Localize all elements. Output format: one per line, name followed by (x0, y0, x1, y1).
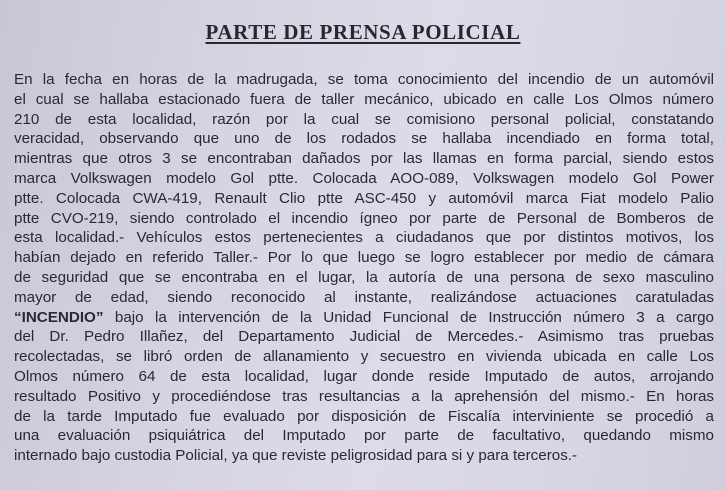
body-line: mayor de edad, siendo reconocido al instante, realizándose actuaciones caratuladas (14, 288, 714, 306)
body-line: esta localidad.- Vehículos estos pertenecientes a ciudadanos que por distintos motivos, los (14, 229, 714, 247)
body-line-incendio: “INCENDIO” bajo la intervención de la Unidad Funcional de Instrucción número 3 a cargo (14, 308, 714, 326)
document-title-text: PARTE DE PRENSA POLICIAL (205, 20, 521, 44)
body-line: del Dr. Pedro Illañez, del Departamento Judicial de Mercedes.- Asimismo tras pruebas (14, 328, 714, 346)
body-line: ptte CVO-219, siendo controlado el incendio ígneo por parte de Personal de Bomberos de (14, 209, 714, 227)
body-line: de seguridad que se encontraba en el lugar, la autoría de una persona de sexo masculino (14, 268, 714, 286)
body-line: veracidad, observando que uno de los rodados se hallaba incendiado en forma total, (14, 130, 714, 148)
document-body (14, 70, 714, 466)
body-line: internado bajo custodia Policial, ya que reviste peligrosidad para si y para terceros.- (14, 447, 578, 465)
body-line: una evaluación psiquiátrica del Imputado por parte de facultativo, quedando mismo (14, 427, 714, 445)
body-line: resultado Positivo y procediéndose tras resultancias a la aprehensión del mismo.- En horas (14, 387, 714, 405)
body-line: ptte. Colocada CWA-419, Renault Clio ptte ASC-450 y automóvil marca Fiat modelo Palio (14, 189, 714, 207)
body-line: habían dejado en referido Taller.- Por lo que luego se logro establecer por medio de cámara (14, 249, 714, 267)
body-line: Olmos número 64 de esta localidad, lugar donde reside Imputado de autos, arrojando (14, 367, 714, 385)
body-line: 210 de esta localidad, razón por la cual se comisiono personal policial, constatando (14, 110, 714, 128)
body-line: marca Volkswagen modelo Gol ptte. Colocada AOO-089, Volkswagen modelo Gol Power (14, 169, 714, 187)
body-line: En la fecha en horas de la madrugada, se toma conocimiento del incendio de un automóvil (14, 71, 714, 88)
body-line: mientras que otros 3 se encontraban dañados por las llamas en forma parcial, siendo estos (14, 150, 714, 168)
body-line: recolectadas, se libró orden de allanamiento y secuestro en vivienda ubicada en calle Los (14, 348, 714, 366)
document-title (0, 20, 726, 45)
body-line: de la tarde Imputado fue evaluado por disposición de Fiscalía interviniente se procedió a (14, 407, 714, 425)
body-line: el cual se hallaba estacionado fuera de taller mecánico, ubicado en calle Los Olmos número (14, 90, 714, 108)
incendio-emphasis: “INCENDIO” (14, 308, 104, 326)
